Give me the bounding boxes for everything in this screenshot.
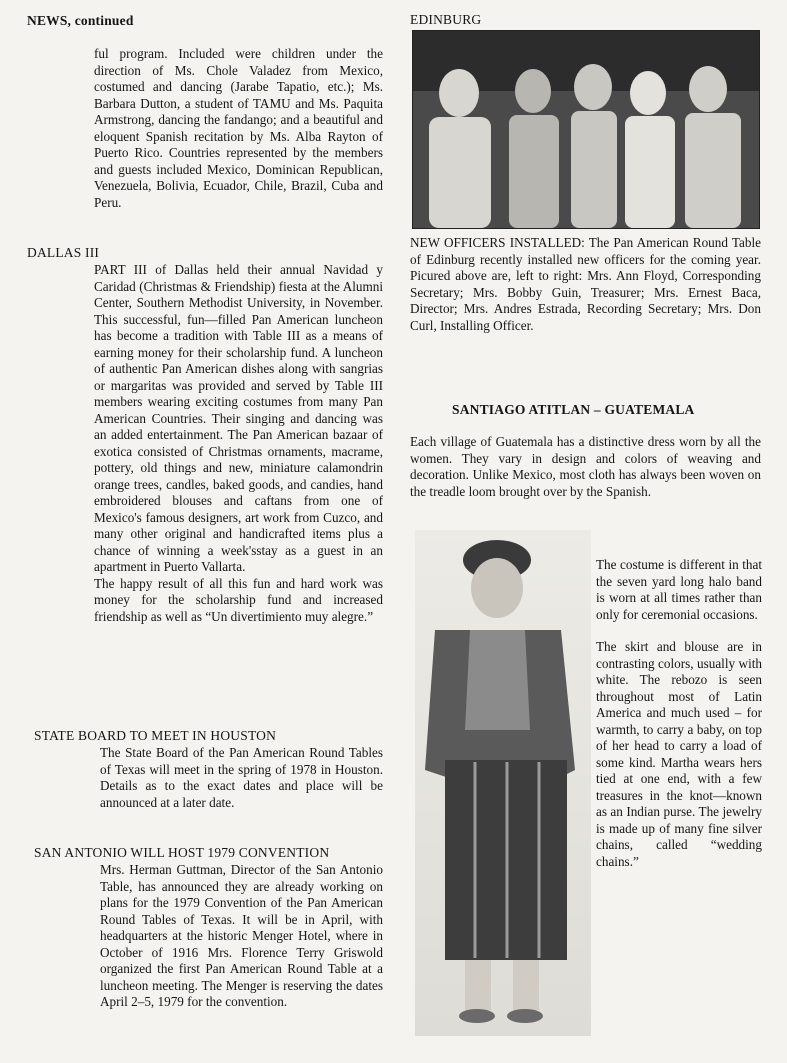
martha-costume-photo <box>415 530 591 1036</box>
officers-photo-illustration <box>413 31 759 228</box>
edinburg-heading: EDINBURG <box>410 12 482 27</box>
costume-side-paragraph-1: The costume is different in that the seven yard long halo band is worn at all times rather than only for ceremonial occasions. <box>596 557 762 622</box>
san-antonio-heading: SAN ANTONIO WILL HOST 1979 CONVENTION <box>34 845 330 860</box>
dallas-paragraph-1: PART III of Dallas held their annual Navidad y Caridad (Christmas & Friendship) fiesta at the Alumni Center, Southern Methodist University, in November. This successful, fun—filled Pan American luncheon has become a tradition with Table III as a means of earning money for their scholarship fund. A luncheon of authentic Pan American dishes along with sangrias or margaritas was provided and served by Table III members wearing exciting costumes from many Pan American Countries. Their singing and dancing was an added entertainment. The Pan American bazaar of exotica consisted of Christmas ornaments, macrame, pottery, old things and new, miniature calamondrin orange trees, candles, baked goods, and candies, hand embroidered blouses and caftans from one of Mexico's famous designers, art work from Cuzco, and many other original and handicrafted items plus a chance of winning a week'sstay as a guest in an apartment in Puerto Vallarta. <box>94 262 383 574</box>
guatemala-intro: Each village of Guatemala has a distinctive dress worn by all the women. They vary in design and colors of weaving and decoration. Unlike Mexico, most cloth has always been woven on the treadle loom brought over by the Spanish. <box>410 434 761 499</box>
dallas-article <box>94 262 383 625</box>
state-board-heading: STATE BOARD TO MEET IN HOUSTON <box>34 728 277 743</box>
news-continued-heading: NEWS, continued <box>27 13 134 28</box>
guatemala-heading: SANTIAGO ATITLAN – GUATEMALA <box>452 402 695 417</box>
dallas-paragraph-2: The happy result of all this fun and hard work was money for the scholarship fund and increased friendship as well as “Un divertimiento muy alegre.” <box>94 575 383 624</box>
news-continued-text: ful program. Included were children under the direction of Ms. Chole Valadez from Mexico, costumed and dancing (Jarabe Tapatio, etc.); Ms. Barbara Dutton, a student of TAMU and Ms. Paquita Armstrong, dancing the fandango; and a beautiful and eloquent Spanish recitation by Ms. Alba Rayton of Puerto Rico. Countries represented by the members and guests included Mexico, Dominican Republican, Venezuela, Bolivia, Ecuador, Chile, Brazil, Cuba and Peru. <box>94 46 383 210</box>
state-board-text: The State Board of the Pan American Round Tables of Texas will meet in the spring of 1978 in Houston. Details as to the exact dates and place will be announced at a later date. <box>100 745 383 810</box>
dallas-heading: DALLAS III <box>27 245 100 260</box>
san-antonio-text: Mrs. Herman Guttman, Director of the San Antonio Table, has announced they are already working on plans for the 1979 Convention of the Pan American Round Tables of Texas. It will be in April, with headquarters at the historic Menger Hotel, where in October of 1916 Mrs. Florence Terry Griswold organized the first Pan American Round Table at a luncheon meeting. The Menger is reserving the dates April 2–5, 1979 for the convention. <box>100 862 383 1009</box>
officers-photo <box>412 30 760 229</box>
martha-costume-illustration <box>415 530 591 1036</box>
officers-caption: NEW OFFICERS INSTALLED: The Pan American Round Table of Edinburg recently installed new officers for the coming year. Picured above are, left to right: Mrs. Ann Floyd, Corresponding Secretary; Mrs. Bobby Guin, Treasurer; Mrs. Ernest Baca, Director; Mrs. Andres Estrada, Recording Secretary; Mrs. Don Curl, Installing Officer. <box>410 235 761 333</box>
costume-side-paragraph-2: The skirt and blouse are in contrasting colors, usually with white. The rebozo is seen throughout most of Latin America and much used – for warmth, to carry a baby, on top of her head to carry a load of some kind. Martha wears hers tied at one end, with a few treasures in the knot—known as an Indian purse. The jewelry is made up of many fine silver chains, called “wedding chains.” <box>596 639 762 869</box>
costume-side-text <box>596 557 762 870</box>
